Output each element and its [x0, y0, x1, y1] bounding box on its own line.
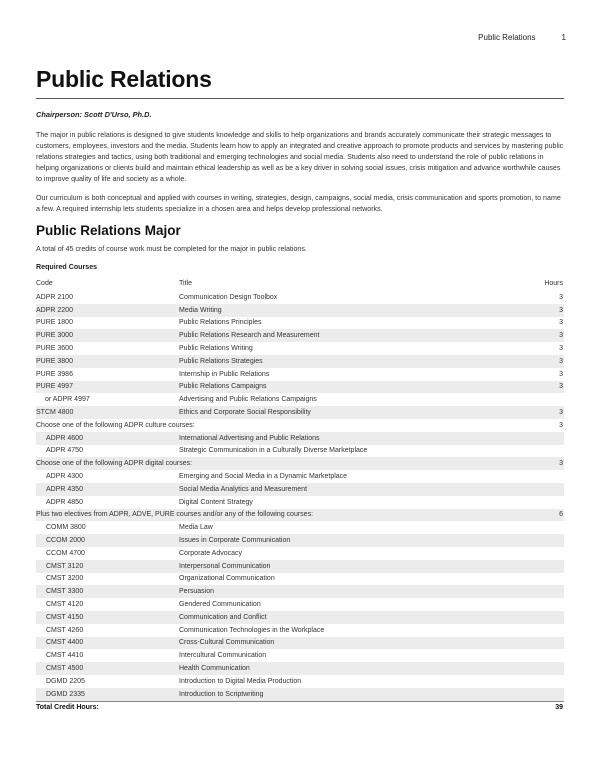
course-code: DGMD 2205: [46, 677, 85, 685]
course-title: Introduction to Scriptwriting: [179, 688, 519, 701]
course-title: Intercultural Communication: [179, 652, 267, 660]
intro-paragraph-1: The major in public relations is designed to give students knowledge and skills to help organizations and brands accurately communicate their strategic messages to customers, employees, investors and the media. Students learn how to apply an integrated and creative approach to promote products and services by mastering public relations strategies and tactics, using both traditional and emerging technologies and social media. Students also need to understand the role of public relations in helping organizations or clients build and maintain ethical leadership as well as be a key driver in solving social issues, crisis mitigation and advance worthwhile causes to improve quality of life and society as a whole.: [36, 131, 564, 183]
course-code: PURE 3000: [36, 329, 179, 342]
course-hours: [519, 688, 564, 701]
course-title: Public Relations Writing: [179, 345, 253, 353]
table-row: [36, 355, 564, 368]
table-row: [36, 649, 564, 662]
course-code: CMST 4260: [46, 626, 84, 634]
course-hours: [519, 393, 564, 406]
course-hours: 3: [519, 406, 564, 419]
course-title: Digital Content Strategy: [179, 498, 253, 506]
column-header-title: Title: [179, 280, 192, 287]
course-title: Ethics and Corporate Social Responsibility: [179, 406, 519, 419]
table-row: [36, 406, 564, 419]
course-code: CMST 3120: [36, 560, 179, 573]
table-row: [36, 419, 564, 432]
page-content: [36, 64, 564, 714]
course-title: Public Relations Strategies: [179, 355, 519, 368]
course-title: International Advertising and Public Relations: [179, 432, 519, 445]
course-title: Public Relations Principles: [179, 319, 262, 327]
table-row: [36, 585, 564, 598]
course-hours: 3: [519, 355, 564, 368]
course-hours: [519, 470, 564, 483]
course-title: Media Writing: [179, 304, 519, 317]
course-code: ADPR 4750: [46, 447, 83, 455]
course-code: PURE 3800: [36, 355, 179, 368]
table-row: [36, 432, 564, 445]
course-code: CMST 4400: [36, 637, 179, 650]
course-code: PURE 3986: [36, 370, 73, 378]
course-code: CMST 4500: [36, 662, 179, 675]
course-hours: [519, 598, 564, 611]
table-row: [36, 381, 564, 394]
table-row: [36, 675, 564, 688]
course-code: ADPR 2100: [36, 293, 73, 301]
course-code: CCOM 2000: [36, 534, 179, 547]
title-divider: [36, 98, 564, 99]
table-row: [36, 611, 564, 624]
course-title: Introduction to Digital Media Production: [179, 677, 302, 685]
column-header-code: Code: [36, 280, 53, 287]
table-row: [36, 624, 564, 637]
course-title: Health Communication: [179, 662, 519, 675]
course-code: DGMD 2335: [36, 688, 179, 701]
course-title: Communication Design Toolbox: [179, 293, 278, 301]
course-hours: [519, 649, 564, 662]
table-row: [36, 483, 564, 496]
course-hours: [519, 521, 564, 534]
course-code: STCM 4800: [36, 406, 179, 419]
course-hours: 3: [519, 381, 564, 394]
course-code: CMST 3200: [46, 575, 84, 583]
course-code: CMST 3300: [36, 585, 179, 598]
course-hours: 3: [559, 370, 563, 378]
course-hours: [519, 585, 564, 598]
table-row: [36, 342, 564, 355]
course-group-label: Choose one of the following ADPR culture courses:: [36, 421, 195, 429]
course-code: CMST 4410: [46, 652, 84, 660]
course-hours: [519, 573, 564, 586]
table-row: [36, 445, 564, 458]
page-title: Public Relations: [36, 66, 212, 92]
table-row: [36, 573, 564, 586]
table-row: [36, 457, 564, 470]
running-header-section: Public Relations: [478, 33, 536, 42]
course-title: Internship in Public Relations: [179, 370, 270, 378]
course-code: ADPR 4850: [46, 498, 83, 506]
course-title: Social Media Analytics and Measurement: [179, 483, 519, 496]
course-title: Public Relations Research and Measurement: [179, 329, 519, 342]
course-title: Public Relations Campaigns: [179, 381, 519, 394]
course-hours: [519, 560, 564, 573]
table-row: [36, 521, 564, 534]
course-hours: [519, 534, 564, 547]
course-hours: [519, 675, 564, 688]
course-title: Interpersonal Communication: [179, 560, 519, 573]
course-hours: [519, 611, 564, 624]
table-row: [36, 393, 564, 406]
course-group-label: Plus two electives from ADPR, ADVE, PURE courses and/or any of the following courses:: [36, 509, 519, 522]
course-hours: 6: [519, 509, 564, 522]
course-hours: [519, 624, 564, 637]
course-title: Issues in Corporate Communication: [179, 534, 519, 547]
course-code: ADPR 4300: [46, 473, 83, 481]
course-hours: 3: [519, 457, 564, 470]
course-hours: 3: [559, 345, 563, 353]
course-hours: 3: [559, 319, 563, 327]
course-code: PURE 3600: [36, 345, 73, 353]
credits-note: A total of 45 credits of course work must be completed for the major in public relations.: [36, 245, 307, 253]
course-code: PURE 1800: [36, 319, 73, 327]
total-label: Total Credit Hours:: [36, 701, 519, 714]
course-title: Corporate Advocacy: [179, 549, 243, 557]
course-title: Organizational Communication: [179, 575, 275, 583]
table-row: [36, 317, 564, 330]
course-title: Persuasion: [179, 585, 519, 598]
total-row: [36, 701, 564, 714]
course-title: Communication and Conflict: [179, 611, 519, 624]
course-title: Media Law: [179, 524, 213, 532]
course-code: ADPR 4600: [36, 432, 179, 445]
course-table: [36, 276, 564, 714]
table-row: [36, 547, 564, 560]
intro-paragraph-2: Our curriculum is both conceptual and applied with courses in writing, strategies, design, campaigns, social media, crisis communication and sports promotion, to name a few. A required internship lets students specialize in a chosen area and helps develop professional networks.: [36, 194, 561, 213]
table-row: [36, 291, 564, 304]
course-title: Emerging and Social Media in a Dynamic Marketplace: [179, 473, 348, 481]
course-code: ADPR 4350: [36, 483, 179, 496]
major-heading: Public Relations Major: [36, 223, 181, 238]
course-hours: [519, 445, 564, 458]
course-hours: [519, 483, 564, 496]
course-hours: [519, 637, 564, 650]
page-number: 1: [561, 33, 566, 42]
course-group-label: Choose one of the following ADPR digital courses:: [36, 457, 519, 470]
course-title: Strategic Communication in a Culturally Diverse Marketplace: [179, 447, 368, 455]
total-hours: 39: [519, 701, 564, 714]
course-hours: 3: [559, 421, 563, 429]
course-hours: [519, 496, 564, 509]
course-title: Advertising and Public Relations Campaigns: [179, 396, 317, 404]
course-title: Cross-Cultural Communication: [179, 637, 519, 650]
course-title: Gendered Communication: [179, 601, 261, 609]
chairperson: Chairperson: Scott D'Urso, Ph.D.: [36, 110, 152, 119]
table-row: [36, 662, 564, 675]
table-row: [36, 637, 564, 650]
course-code: CMST 4150: [36, 611, 179, 624]
course-hours: 3: [559, 293, 563, 301]
course-hours: 3: [519, 304, 564, 317]
course-table-body: [36, 291, 564, 701]
table-header-row: [36, 276, 564, 291]
table-row: [36, 688, 564, 701]
table-row: [36, 496, 564, 509]
course-code: ADPR 2200: [36, 304, 179, 317]
course-code: CCOM 4700: [46, 549, 85, 557]
course-hours: [519, 662, 564, 675]
table-row: [36, 534, 564, 547]
table-row: [36, 598, 564, 611]
course-code: PURE 4997: [36, 381, 179, 394]
course-code: CMST 4120: [46, 601, 84, 609]
table-row: [36, 329, 564, 342]
table-row: [36, 368, 564, 381]
table-row: [36, 560, 564, 573]
table-row: [36, 509, 564, 522]
course-hours: [519, 547, 564, 560]
course-code: or ADPR 4997: [45, 396, 90, 404]
running-header: [478, 33, 566, 42]
required-courses-label: Required Courses: [36, 263, 98, 271]
course-hours: [519, 432, 564, 445]
course-code: COMM 3800: [46, 524, 86, 532]
table-row: [36, 470, 564, 483]
course-title: Communication Technologies in the Workplace: [179, 626, 325, 634]
table-row: [36, 304, 564, 317]
course-hours: 3: [519, 329, 564, 342]
column-header-hours: Hours: [544, 280, 563, 287]
